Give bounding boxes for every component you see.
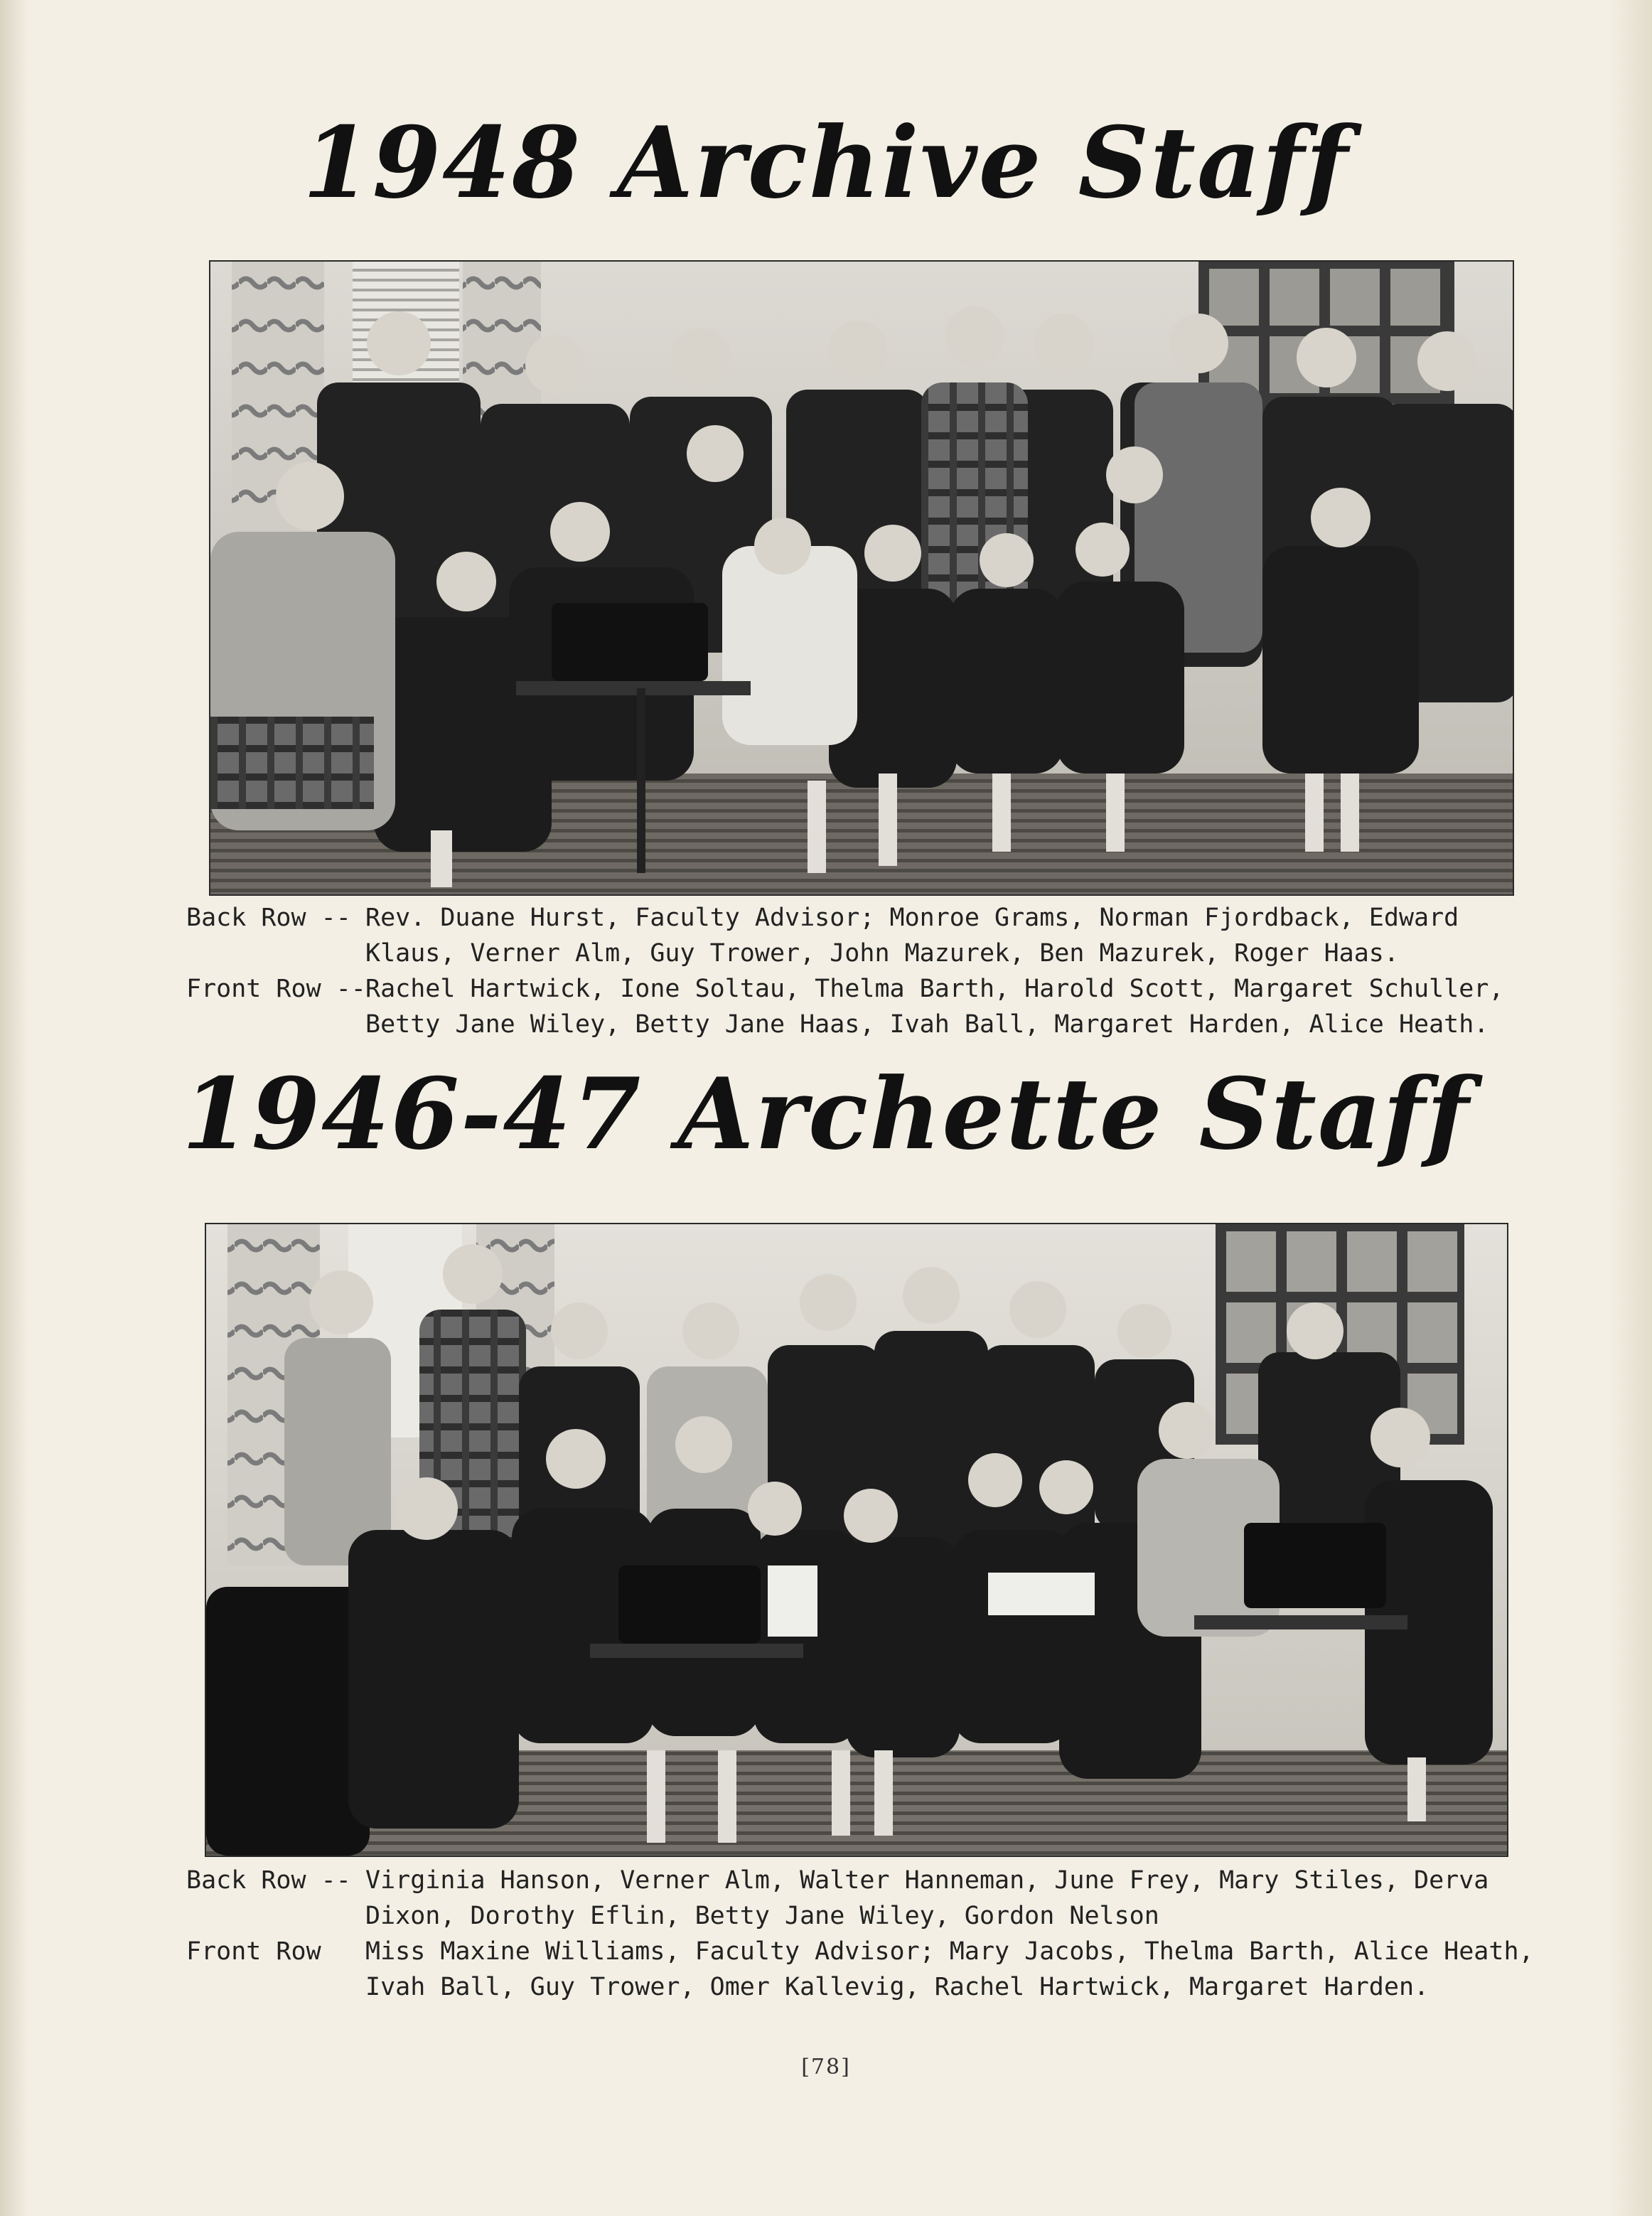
back-row-names: Rev. Duane Hurst, Faculty Advisor; Monroe Grams, Norman Fjordback, Edward Klaus, Verner Alm, Guy Trower, John Mazurek, Ben Mazurek, Roger Haas. (365, 904, 1459, 968)
front-row-label: Front Row -- (186, 975, 366, 1003)
front-row-names: Miss Maxine Williams, Faculty Advisor; Mary Jacobs, Thelma Barth, Alice Heath, Ivah Ball, Guy Trower, Omer Kallevig, Rachel Hartwick, Margaret Harden. (365, 1937, 1534, 2001)
archive-staff-group-photo (210, 262, 1513, 894)
page-number: [78] (801, 2055, 851, 2079)
front-row-names: Rachel Hartwick, Ione Soltau, Thelma Barth, Harold Scott, Margaret Schuller, Betty Jane Wiley, Betty Jane Haas, Ivah Ball, Margaret Harden, Alice Heath. (365, 975, 1504, 1039)
archette-staff-group-photo (206, 1224, 1507, 1856)
back-row-names: Virginia Hanson, Verner Alm, Walter Hanneman, June Frey, Mary Stiles, Derva Dixon, Dorothy Eflin, Betty Jane Wiley, Gordon Nelson (365, 1866, 1489, 1930)
archive-staff-photo-art (210, 262, 1513, 894)
section-title-archive-staff: 1948 Archive Staff (302, 105, 1350, 220)
archive-front-row (186, 971, 1537, 1042)
archive-staff-caption (186, 900, 1537, 1042)
front-row-label: Front Row (186, 1937, 321, 1966)
archette-staff-photo-art (206, 1224, 1507, 1856)
section-title-archette-staff: 1946-47 Archette Staff (181, 1056, 1471, 1172)
back-row-label: Back Row -- (186, 904, 351, 932)
back-row-label: Back Row -- (186, 1866, 351, 1895)
archette-staff-caption (186, 1863, 1544, 2005)
archette-front-row (186, 1934, 1544, 2005)
archive-back-row (186, 900, 1537, 971)
archette-back-row (186, 1863, 1544, 1934)
